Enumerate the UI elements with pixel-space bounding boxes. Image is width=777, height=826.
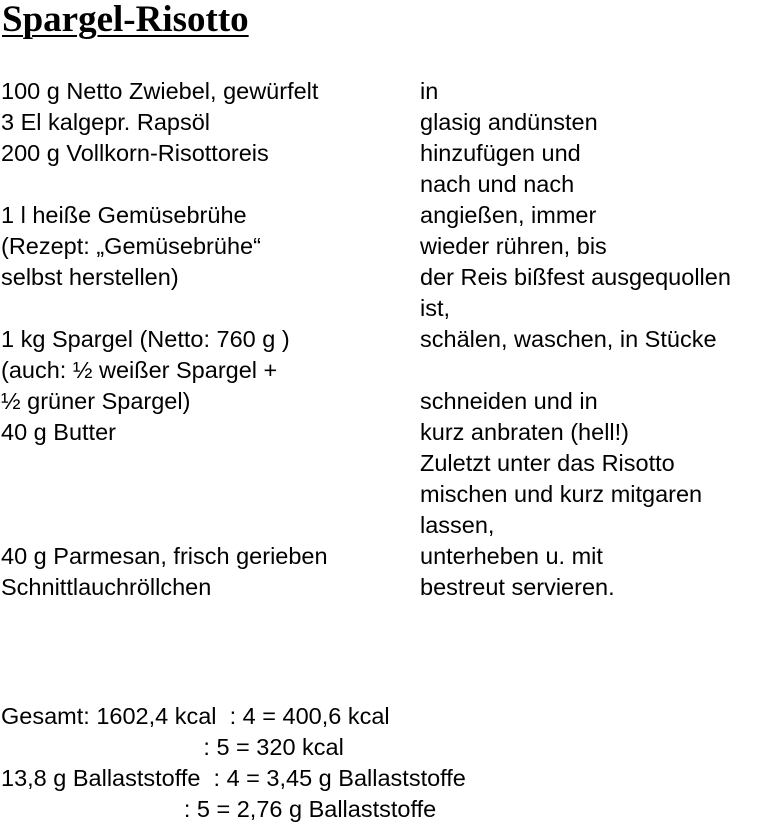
ingredient-line: 1 l heiße Gemüsebrühe [1, 202, 247, 228]
instruction-line: Zuletzt unter das Risotto [420, 450, 675, 476]
nutrition-line: : 5 = 2,76 g Ballaststoffe [1, 796, 437, 822]
ingredient-line: 200 g Vollkorn-Risottoreis [1, 140, 269, 166]
instruction-line: hinzufügen und [420, 140, 581, 166]
instruction-line: lassen, [420, 512, 495, 538]
instruction-line: der Reis bißfest ausgequollen [420, 264, 731, 290]
instruction-line: mischen und kurz mitgaren [420, 481, 703, 507]
ingredient-line: (Rezept: „Gemüsebrühe“ [1, 233, 261, 259]
ingredient-line: 1 kg Spargel (Netto: 760 g ) [1, 326, 290, 352]
ingredient-line: selbst herstellen) [1, 264, 179, 290]
instruction-line: angießen, immer [420, 202, 597, 228]
instruction-line: schälen, waschen, in Stücke [420, 326, 717, 352]
ingredient-line: ½ grüner Spargel) [1, 388, 191, 414]
instruction-line: schneiden und in [420, 388, 598, 414]
instruction-line: unterheben u. mit [420, 543, 603, 569]
instruction-line: in [420, 78, 439, 104]
ingredient-line: 100 g Netto Zwiebel, gewürfelt [1, 78, 319, 104]
recipe-title: Spargel-Risotto [2, 0, 249, 40]
nutrition-line: 13,8 g Ballaststoffe : 4 = 3,45 g Ballaststoffe [1, 765, 466, 791]
instruction-line: nach und nach [420, 171, 575, 197]
ingredient-line: 40 g Butter [1, 419, 116, 445]
instruction-line: glasig andünsten [420, 109, 598, 135]
nutrition-line: : 5 = 320 kcal [1, 734, 344, 760]
instruction-line: bestreut servieren. [420, 574, 615, 600]
ingredient-line: (auch: ½ weißer Spargel + [1, 357, 278, 383]
ingredient-line: Schnittlauchröllchen [1, 574, 212, 600]
nutrition-line: Gesamt: 1602,4 kcal : 4 = 400,6 kcal [1, 703, 390, 729]
instruction-line: ist, [420, 295, 451, 321]
instruction-line: kurz anbraten (hell!) [420, 419, 629, 445]
ingredient-line: 40 g Parmesan, frisch gerieben [1, 543, 328, 569]
instruction-line: wieder rühren, bis [420, 233, 607, 259]
ingredient-line: 3 El kalgepr. Rapsöl [1, 109, 211, 135]
